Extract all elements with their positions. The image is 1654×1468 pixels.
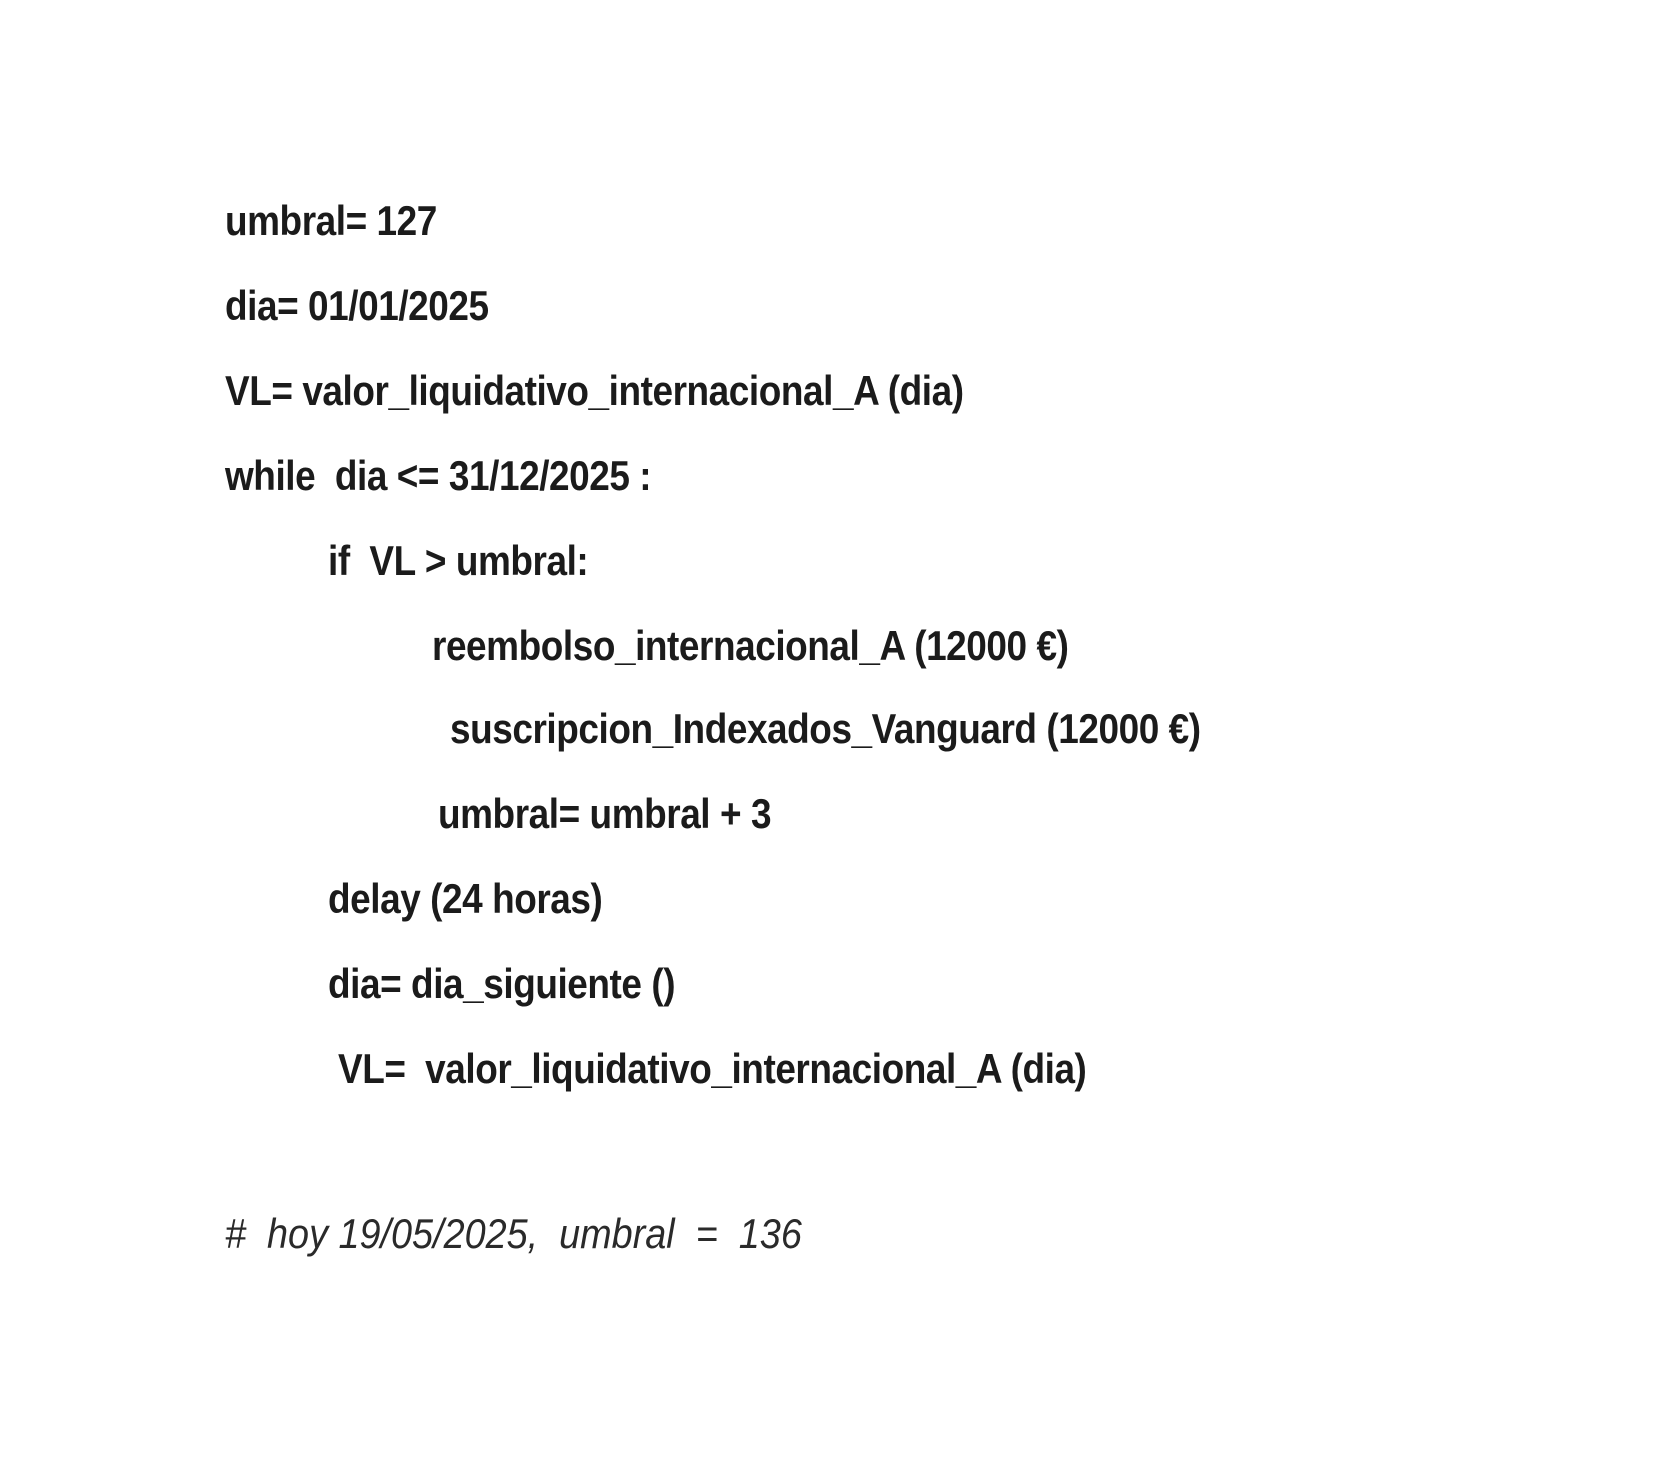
comment-line-today-umbral: # hoy 19/05/2025, umbral = 136 bbox=[225, 1210, 802, 1257]
code-line-delay: delay (24 horas) bbox=[328, 875, 603, 922]
code-line-dia-init: dia= 01/01/2025 bbox=[225, 282, 489, 329]
code-line-umbral-init: umbral= 127 bbox=[225, 197, 437, 244]
code-line-reembolso: reembolso_internacional_A (12000 €) bbox=[432, 622, 1069, 669]
code-line-suscripcion: suscripcion_Indexados_Vanguard (12000 €) bbox=[450, 705, 1201, 752]
code-line-vl-update: VL= valor_liquidativo_internacional_A (dia) bbox=[338, 1045, 1087, 1092]
code-line-vl-init: VL= valor_liquidativo_internacional_A (dia) bbox=[225, 367, 964, 414]
code-line-umbral-increment: umbral= umbral + 3 bbox=[438, 790, 772, 837]
code-line-while: while dia <= 31/12/2025 : bbox=[225, 452, 652, 499]
code-line-dia-siguiente: dia= dia_siguiente () bbox=[328, 960, 676, 1007]
code-line-if: if VL > umbral: bbox=[328, 537, 589, 584]
